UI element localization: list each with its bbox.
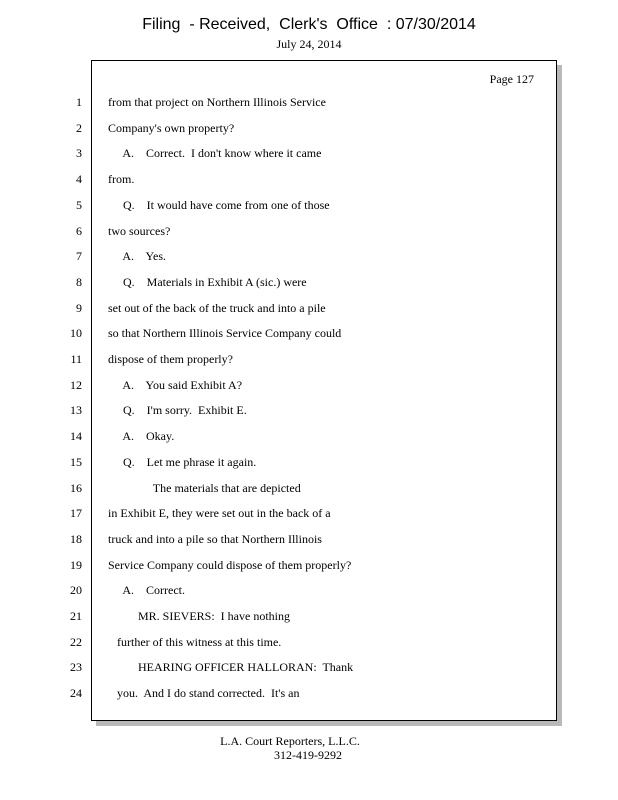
line-number: 4 bbox=[76, 172, 82, 186]
line-text: A. Yes. bbox=[108, 249, 167, 263]
line-text: further of this witness at this time. bbox=[108, 635, 282, 649]
footer-phone: 312-419-9292 bbox=[274, 748, 342, 762]
line-number: 23 bbox=[70, 660, 82, 674]
line-text: set out of the back of the truck and into a pile bbox=[108, 301, 326, 315]
line-number: 21 bbox=[70, 609, 82, 623]
line-number: 16 bbox=[70, 481, 82, 495]
line-number: 12 bbox=[70, 378, 82, 392]
line-number: 3 bbox=[76, 146, 82, 160]
line-text: truck and into a pile so that Northern Illinois bbox=[108, 532, 322, 546]
line-number: 24 bbox=[70, 686, 82, 700]
line-text: Q. It would have come from one of those bbox=[108, 198, 330, 212]
line-text: from that project on Northern Illinois Service bbox=[108, 95, 326, 109]
line-text: two sources? bbox=[108, 224, 171, 238]
line-text: dispose of them properly? bbox=[108, 352, 233, 366]
line-text: A. Correct. bbox=[108, 583, 185, 597]
line-number: 20 bbox=[70, 583, 82, 597]
line-text: A. Okay. bbox=[108, 429, 175, 443]
line-number: 14 bbox=[70, 429, 82, 443]
line-number: 5 bbox=[76, 198, 82, 212]
filing-stamp: Filing - Received, Clerk's Office : 07/30/2014 bbox=[142, 16, 476, 33]
line-text: from. bbox=[108, 172, 135, 186]
line-number: 8 bbox=[76, 275, 82, 289]
line-number: 11 bbox=[70, 352, 82, 366]
line-number: 18 bbox=[70, 532, 82, 546]
line-number: 19 bbox=[70, 558, 82, 572]
line-number: 7 bbox=[76, 249, 82, 263]
line-number: 2 bbox=[76, 121, 82, 135]
line-number: 22 bbox=[70, 635, 82, 649]
line-text: Q. Materials in Exhibit A (sic.) were bbox=[108, 275, 307, 289]
line-text: Company's own property? bbox=[108, 121, 235, 135]
line-text: so that Northern Illinois Service Company could bbox=[108, 326, 342, 340]
line-number: 17 bbox=[70, 506, 82, 520]
line-number: 15 bbox=[70, 455, 82, 469]
line-text: Service Company could dispose of them properly? bbox=[108, 558, 352, 572]
line-text: The materials that are depicted bbox=[108, 481, 301, 495]
line-text: A. Correct. I don't know where it came bbox=[108, 146, 322, 160]
footer-company: L.A. Court Reporters, L.L.C. bbox=[220, 734, 360, 748]
line-text: you. And I do stand corrected. It's an bbox=[108, 686, 300, 700]
line-number: 6 bbox=[76, 224, 82, 238]
transcript-date: July 24, 2014 bbox=[276, 37, 342, 51]
line-text: Q. I'm sorry. Exhibit E. bbox=[108, 403, 247, 417]
line-text: A. You said Exhibit A? bbox=[108, 378, 243, 392]
line-text: MR. SIEVERS: I have nothing bbox=[108, 609, 290, 623]
line-number: 10 bbox=[70, 326, 82, 340]
line-text: HEARING OFFICER HALLORAN: Thank bbox=[108, 660, 354, 674]
line-number: 1 bbox=[76, 95, 82, 109]
line-text: in Exhibit E, they were set out in the back of a bbox=[108, 506, 331, 520]
line-text: Q. Let me phrase it again. bbox=[108, 455, 257, 469]
line-number: 13 bbox=[70, 403, 82, 417]
page-number: Page 127 bbox=[489, 72, 534, 86]
line-number: 9 bbox=[76, 301, 82, 315]
